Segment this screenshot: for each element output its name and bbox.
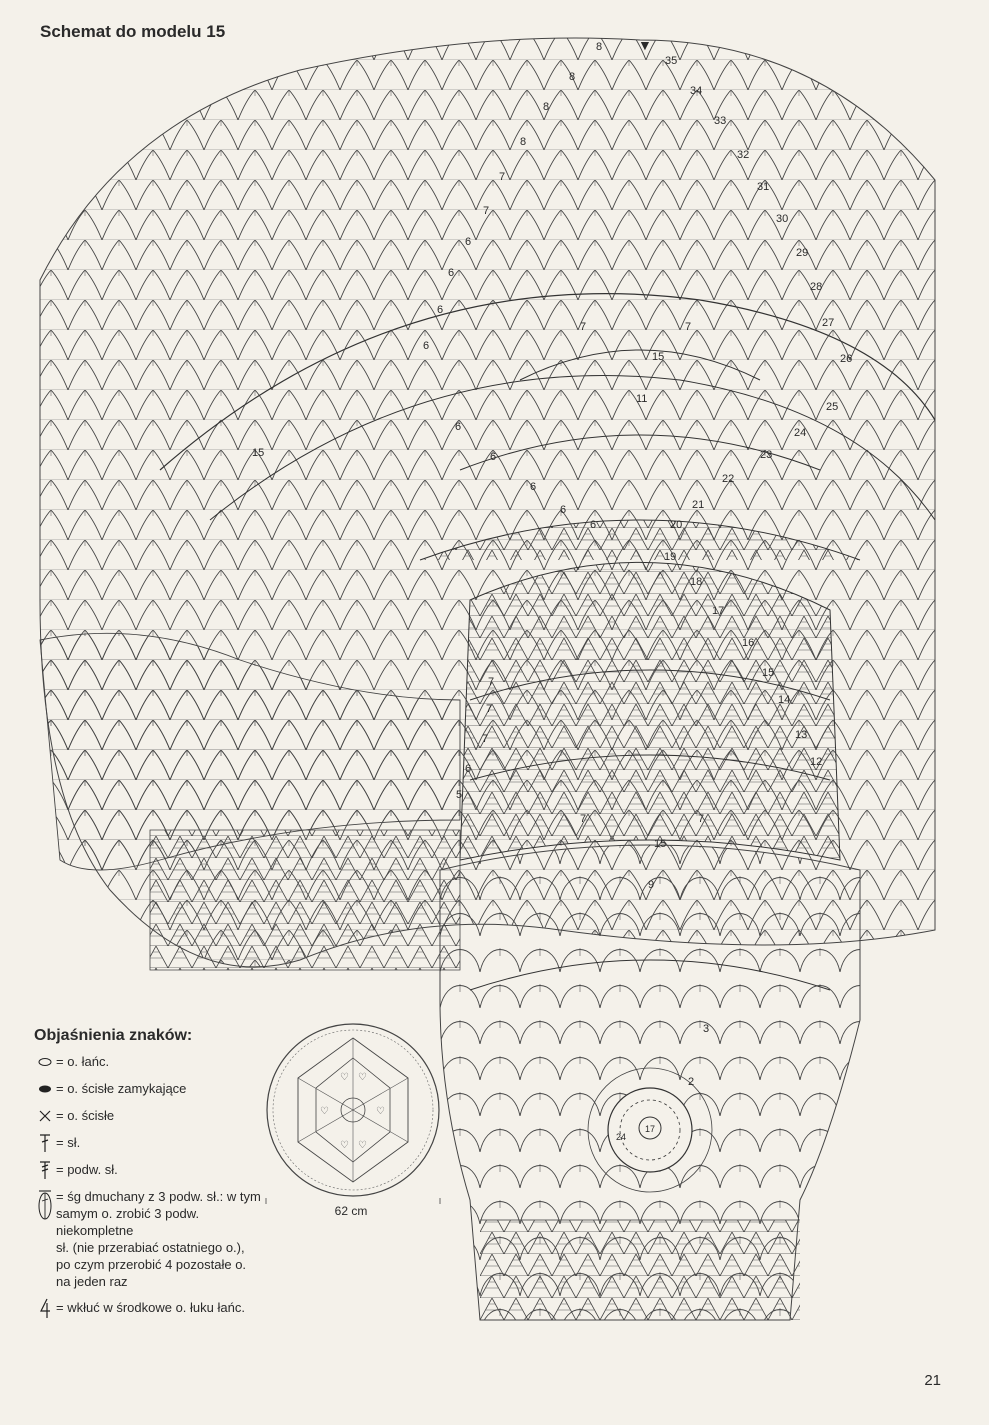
count-label: 7 xyxy=(499,171,506,183)
mark-label: 15 xyxy=(252,447,265,459)
legend-item xyxy=(34,1161,274,1179)
row-number-label: 19 xyxy=(664,551,677,563)
count-label: 11 xyxy=(636,393,648,405)
legend-title: Objaśnienia znaków: xyxy=(34,1027,193,1044)
count-label: 6 xyxy=(490,451,497,463)
mark-label: 15 xyxy=(652,351,665,363)
row-number-label: 28 xyxy=(810,281,823,293)
legend-item xyxy=(34,1107,274,1125)
count-label: 7 xyxy=(685,321,692,333)
count-label: 6 xyxy=(530,481,537,493)
row-number-label: 30 xyxy=(776,213,789,225)
legend-text: = śg dmuchany z 3 podw. sł.: w tym samym o. zrobić 3 podw. niekompletne sł. (nie przerabiać ostatniego o.), po czym przerobić 4 pozostałe o. na jeden raz xyxy=(56,1189,261,1289)
doily-sketch xyxy=(258,1018,448,1204)
count-label: 8 xyxy=(543,101,550,113)
legend-text: = o. ścisłe xyxy=(56,1108,115,1123)
row-number-label: 20 xyxy=(670,519,683,531)
cross-icon xyxy=(34,1107,56,1125)
row-number-label: 21 xyxy=(692,499,705,511)
svg-text:♡: ♡ xyxy=(358,1140,367,1151)
page-title: Schemat do modelu 15 xyxy=(40,22,226,41)
chain-oval-icon xyxy=(34,1053,56,1071)
row-number-label: 27 xyxy=(822,317,835,329)
row-number-label: 29 xyxy=(796,247,809,259)
row-number-label: 31 xyxy=(757,181,770,193)
dc-icon xyxy=(34,1134,56,1152)
row-number-label: 13 xyxy=(795,729,808,741)
count-label: 5 xyxy=(456,789,463,801)
row-number-label: 22 xyxy=(722,473,735,485)
count-label: 7 xyxy=(698,813,705,825)
legend-text: = podw. sł. xyxy=(56,1162,118,1177)
filled-oval-icon xyxy=(34,1080,56,1098)
start-arrow: ▼ xyxy=(638,37,652,53)
svg-text:♡: ♡ xyxy=(358,1072,367,1083)
row-number-label: 16 xyxy=(742,637,755,649)
count-label: 7 xyxy=(488,676,495,688)
count-label: 6 xyxy=(465,236,472,248)
legend-text: = wkłuć w środkowe o. łuku łańc. xyxy=(56,1300,245,1315)
count-label: 6 xyxy=(590,519,597,531)
row-number-label: 18 xyxy=(690,576,703,588)
lower-motif xyxy=(440,845,860,1320)
row-number-label: 14 xyxy=(778,694,791,706)
legend-item xyxy=(34,1299,274,1317)
count-label: 6 xyxy=(423,340,430,352)
svg-text:♡: ♡ xyxy=(320,1106,329,1117)
row-number-label: 34 xyxy=(690,85,703,97)
count-label: 7 xyxy=(486,703,493,715)
count-label: 7 xyxy=(482,733,489,745)
legend-text: = o. łańc. xyxy=(56,1054,110,1069)
center-side-label: 24 xyxy=(616,1132,627,1142)
row-number-label: 26 xyxy=(840,353,853,365)
insert-icon xyxy=(34,1299,56,1317)
row-number-label: 33 xyxy=(714,115,727,127)
legend-text: = o. ścisłe zamykające xyxy=(56,1081,187,1096)
row-number-label: 15 xyxy=(762,667,775,679)
count-label: 6 xyxy=(560,504,567,516)
legend-item xyxy=(34,1188,274,1290)
row-number-label: 3 xyxy=(703,1023,710,1035)
row-number-label: 12 xyxy=(810,756,823,768)
count-label: 8 xyxy=(520,136,527,148)
puff-icon xyxy=(34,1188,56,1222)
count-label: 6 xyxy=(465,763,472,775)
row-number-label: 24 xyxy=(794,427,807,439)
count-label: 6 xyxy=(437,304,444,316)
count-label: 8 xyxy=(596,41,603,53)
row-number-label: 2 xyxy=(688,1076,695,1088)
row-number-label: 23 xyxy=(760,449,773,461)
tr-icon xyxy=(34,1161,56,1179)
count-label: 7 xyxy=(580,321,587,333)
doily-dimension: 62 cm xyxy=(334,1204,368,1218)
symbol-legend xyxy=(34,1027,274,1326)
doily-thumbnail xyxy=(258,1018,448,1218)
row-number-label: 35 xyxy=(665,55,678,67)
count-label: 9 xyxy=(648,879,655,891)
svg-text:♡: ♡ xyxy=(340,1072,349,1083)
count-label: 7 xyxy=(580,813,587,825)
row-number-label: 32 xyxy=(737,149,750,161)
legend-item xyxy=(34,1080,274,1098)
center-count-label: 17 xyxy=(645,1124,656,1134)
legend-item xyxy=(34,1053,274,1071)
count-label: 8 xyxy=(569,71,576,83)
legend-item xyxy=(34,1134,274,1152)
center-motif xyxy=(460,562,840,860)
count-label: 6 xyxy=(448,267,455,279)
count-label: 7 xyxy=(483,205,490,217)
svg-text:♡: ♡ xyxy=(376,1106,385,1117)
row-number-label: 17 xyxy=(712,605,725,617)
mark-label: 15 xyxy=(654,838,667,850)
count-label: 6 xyxy=(455,421,462,433)
page-number: 21 xyxy=(924,1372,941,1389)
row-number-label: 25 xyxy=(826,401,839,413)
legend-text: = sł. xyxy=(56,1135,81,1150)
svg-text:♡: ♡ xyxy=(340,1140,349,1151)
